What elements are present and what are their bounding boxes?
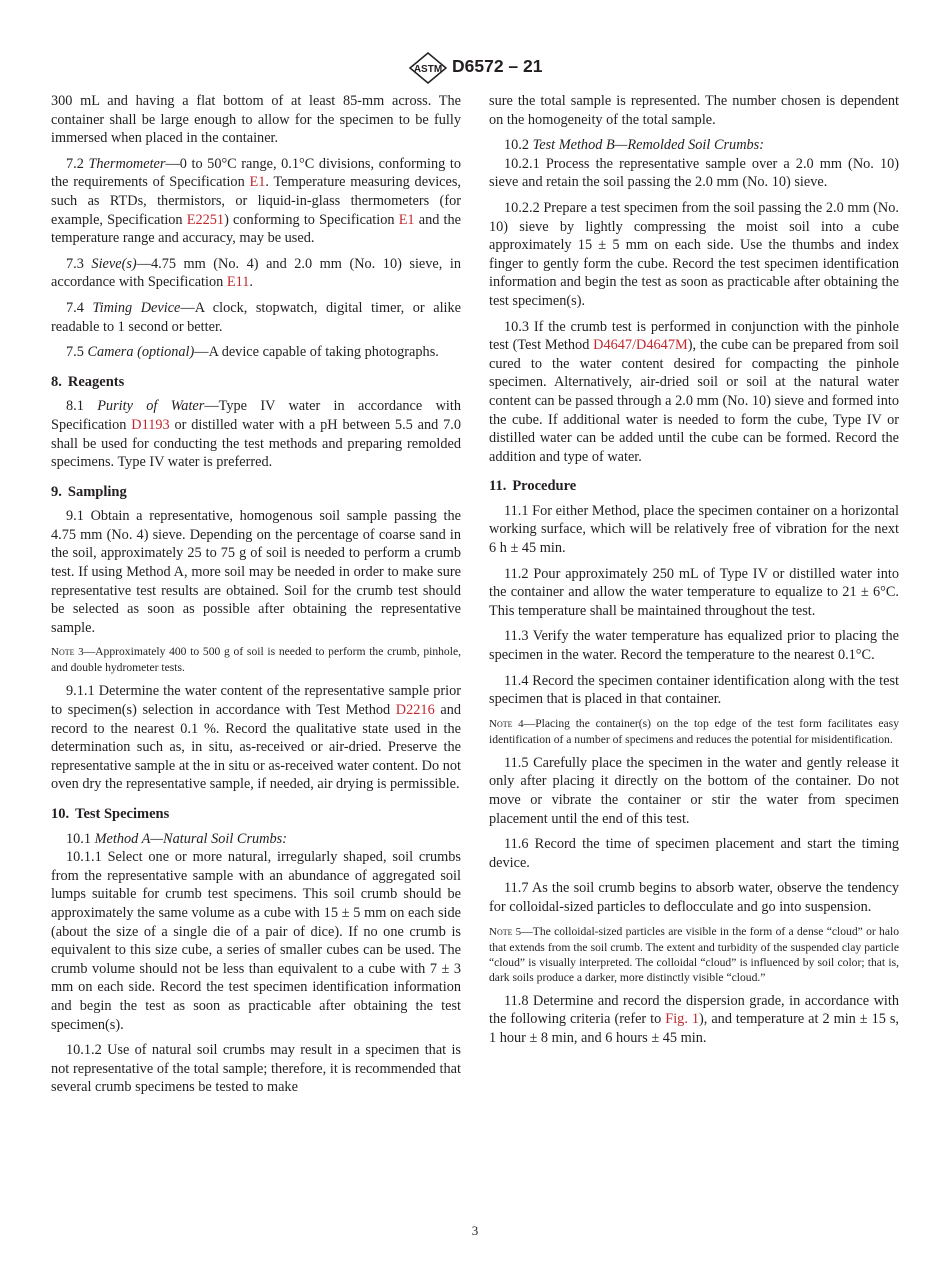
paragraph-11-4: 11.4 Record the specimen container identification along with the test specimen that is placed in that container. — [489, 672, 899, 708]
paragraph-8-1: 8.1 Purity of Water—Type IV water in accordance with Specification D1193 or distilled water with a pH between 5.5 and 7.0 shall be used for conducting the test methods and preparing remolded specimens. Type IV water is preferred. — [51, 398, 461, 471]
paragraph-7-1-continued: 300 mL and having a flat bottom of at least 85-mm across. The container shall be large enough to allow for the specimen to be fully immersed when placed in the container. — [51, 93, 461, 147]
paragraph-7-3: 7.3 Sieve(s)—4.75 mm (No. 4) and 2.0 mm (No. 10) sieve, in accordance with Specification E11. — [51, 255, 461, 291]
note-3: Note 3—Approximately 400 to 500 g of soil is needed to perform the crumb, pinhole, and double hydrometer tests. — [51, 645, 461, 675]
paragraph-9-1-1: 9.1.1 Determine the water content of the representative sample prior to specimen(s) selection in accordance with Test Method D2216 and record to the nearest 0.1 %. Record the qualitative state used in the determination such as, in situ, as-received or air-dried. Preserve the representative sample at the in situ or as-received water content. Do not oven dry the representative sample, if needed, air drying is permissible. — [51, 683, 462, 793]
page-header — [0, 52, 950, 86]
section-heading-sampling: 9. Sampling — [51, 483, 127, 500]
paragraph-10-2-2: 10.2.2 Prepare a test specimen from the soil passing the 2.0 mm (No. 10) sieve by lightly compressing the moist soil into a cube approximately 15 ± 5 mm on each side. Use the thumbs and index finger to gently form the cube. Record the test specimen identification information and begin the test as soon as practicable after obtaining the test specimen(s). — [489, 199, 899, 309]
right-column — [489, 92, 899, 1054]
astm-logo-icon — [408, 52, 448, 84]
paragraph-10-1-1: 10.1.1 Select one or more natural, irregularly shaped, soil crumbs from the representative sample with an abundance of aggregated soil lumps suitable for crumb test specimens. This soil crumb should be approximately the same volume as a cube with 15 ± 5 mm on each side (about the size of a single die of a pair of dice). If no one crumb is equivalent to this size cube, a series of smaller cubes can be used. The crumb volume should not be less than equivalent to a cube with 7 ± 3 mm on each side. Record the test specimen identification information and begin the test as soon as practicable after obtaining the test specimen(s). — [51, 849, 461, 1033]
paragraph-7-5: 7.5 Camera (optional)—A device capable of taking photographs. — [66, 344, 439, 361]
left-column — [51, 92, 461, 1104]
ref-link-d2216[interactable]: D2216 — [395, 702, 435, 719]
paragraph-10-2: 10.2 Test Method B—Remolded Soil Crumbs: — [504, 137, 764, 154]
paragraph-10-3: 10.3 If the crumb test is performed in conjunction with the pinhole test (Test Method D4647/D4647M), the cube can be prepared from soil cured to the water content desired for compacting the pinhole specimen. Alternatively, air-dried soil or soil at the natural water content can be passed through a 2.0 mm (No. 10) sieve and formed into the cube. If additional water is needed to form the cube, Type IV or distilled water can be added until the cube can be formed. Record the addition and type of water. — [489, 318, 899, 465]
paragraph-10-2-1: 10.2.1 Process the representative sample over a 2.0 mm (No. 10) sieve and retain the soil passing the 2.0 mm (No. 10) sieve. — [489, 155, 899, 191]
paragraph-11-5: 11.5 Carefully place the specimen in the water and gently release it only after placing it directly on the bottom of the container. Do not move or vibrate the container or stir the water from specimen placement until the end of this test. — [489, 754, 899, 827]
page-number: 3 — [471, 1223, 479, 1238]
ref-link-e2251[interactable]: E2251 — [186, 211, 225, 228]
paragraph-7-4: 7.4 Timing Device—A clock, stopwatch, digital timer, or alike readable to 1 second or better. — [51, 299, 462, 335]
paragraph-11-1: 11.1 For either Method, place the specimen container on a horizontal working surface, which will be relatively free of vibration for the next 6 h ± 45 min. — [489, 502, 899, 557]
ref-link-fig-1[interactable]: Fig. 1 — [665, 1011, 700, 1028]
ref-link-e11[interactable]: E11 — [226, 274, 250, 291]
section-heading-reagents: 8. Reagents — [51, 373, 125, 390]
note-4: Note 4—Placing the container(s) on the top edge of the test form facilitates easy identification of a number of specimens and reduces the potential for misidentification. — [489, 716, 899, 746]
ref-link-e1[interactable]: E1 — [398, 211, 415, 228]
paragraph-7-2: 7.2 Thermometer—0 to 50°C range, 0.1°C divisions, conforming to the requirements of Specification E1. Temperature measuring devices, such as RTDs, thermistors, or liquid-in-glass thermometers (for example, Specification E2251) conforming to Specification E1 and the temperature range and accuracy, may be used. — [51, 155, 461, 247]
svg-text:ASTM: ASTM — [413, 64, 443, 75]
standard-designation: D6572 – 21 — [452, 56, 543, 76]
paragraph-10-1-2-continued: sure the total sample is represented. The number chosen is dependent on the homogeneity of the total sample. — [489, 93, 899, 128]
paragraph-11-6: 11.6 Record the time of specimen placement and start the timing device. — [489, 836, 899, 871]
paragraph-11-8: 11.8 Determine and record the dispersion grade, in accordance with the following criteria (refer to Fig. 1), and temperature at 2 min ± 15 s, 1 hour ± 8 min, and 6 hours ± 45 min. — [489, 992, 900, 1046]
section-heading-procedure: 11. Procedure — [489, 478, 577, 495]
section-heading-test-specimens: 10. Test Specimens — [51, 806, 170, 822]
note-5: Note 5—The colloidal-sized particles are visible in the form of a dense “cloud” or halo that extends from the soil crumb. The extent and turbidity of the suspended clay particle “cloud” is visually interpreted. The colloidal “cloud” is influenced by soil color; that is, dark soils produce a darker, more distinctly visible “cloud.” — [489, 924, 899, 984]
paragraph-10-1-2: 10.1.2 Use of natural soil crumbs may result in a specimen that is not representative of the total sample; therefore, it is recommended that several crumb specimens be tested to make — [51, 1042, 461, 1096]
paragraph-11-7: 11.7 As the soil crumb begins to absorb water, observe the tendency for colloidal-sized particles to deflocculate and go into suspension. — [489, 880, 899, 915]
ref-link-e1[interactable]: E1 — [249, 174, 266, 191]
paragraph-10-1: 10.1 Method A—Natural Soil Crumbs: — [66, 830, 287, 847]
paragraph-11-3: 11.3 Verify the water temperature has equalized prior to placing the specimen in the water. Record the temperature to the nearest 0.1°C. — [489, 628, 899, 664]
paragraph-11-2: 11.2 Pour approximately 250 mL of Type IV or distilled water into the container and allow the water temperature to equalize to 21 ± 6°C. This temperature shall be maintained throughout the test. — [489, 565, 899, 619]
ref-link-d1193[interactable]: D1193 — [131, 416, 170, 433]
ref-link-d4647[interactable]: D4647/D4647M — [593, 337, 688, 354]
paragraph-9-1: 9.1 Obtain a representative, homogenous soil sample passing the 4.75 mm (No. 4) sieve. Depending on the percentage of coarse sand in the soil, approximately 25 to 75 g of soil is needed to perform a crumb test. If using Method A, more soil may be needed in order to make sure representative test results are obtained. Soil for the crumb test should be selected as soon as possible after obtaining the representative sample. — [51, 508, 461, 636]
